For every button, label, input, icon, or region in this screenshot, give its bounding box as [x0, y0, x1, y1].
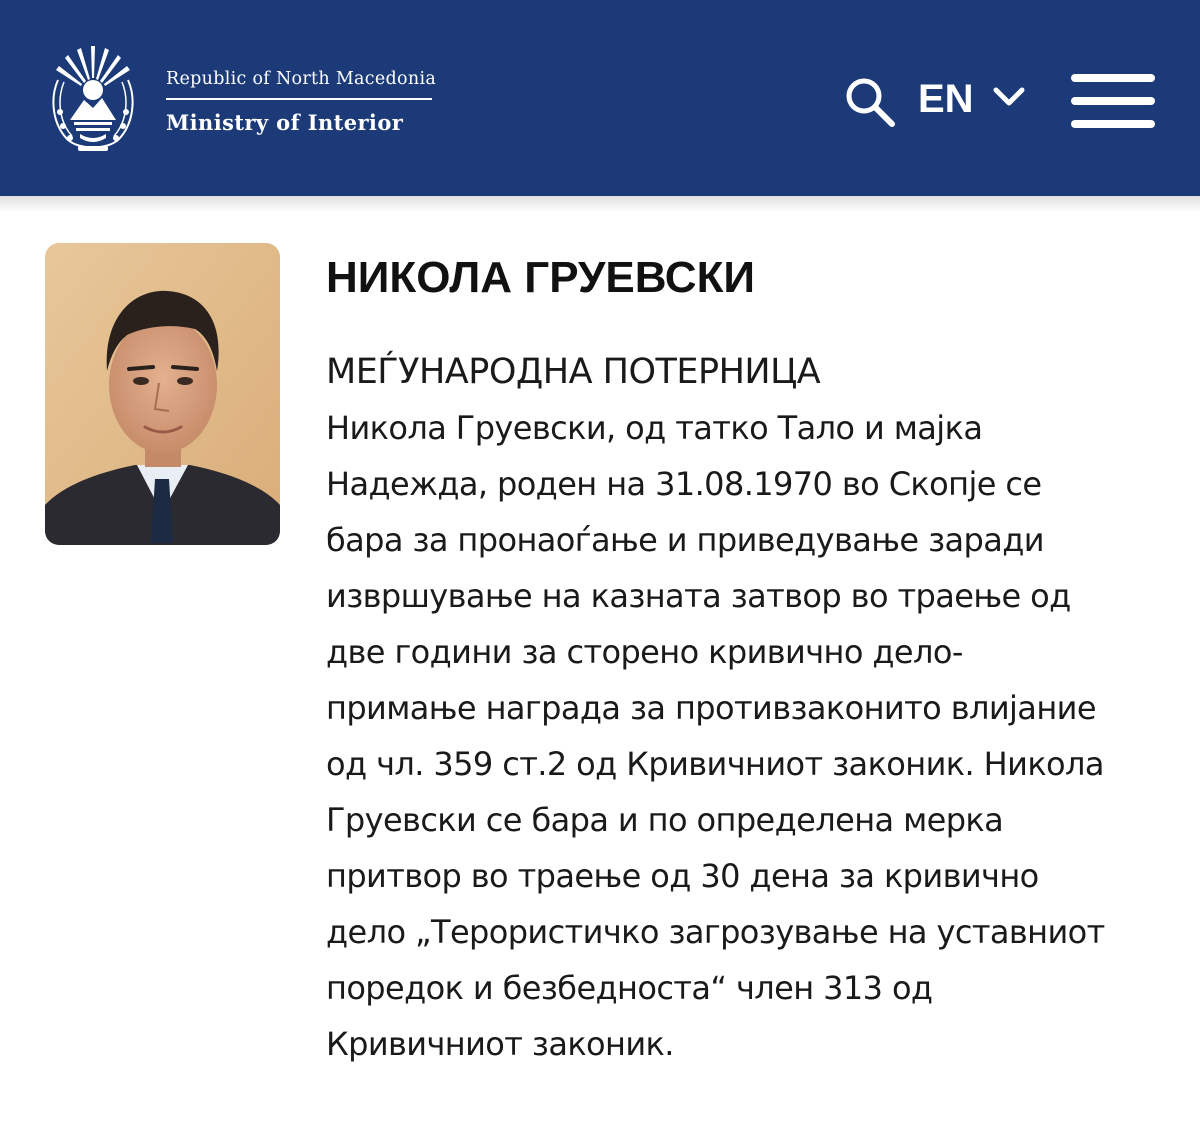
search-icon — [842, 74, 898, 130]
country-name: Republic of North Macedonia — [166, 69, 437, 89]
profile-photo — [45, 243, 280, 545]
menu-bar-middle — [1071, 97, 1155, 105]
notice-description — [326, 400, 1166, 1072]
menu-bar-top — [1071, 74, 1155, 82]
description-line: од чл. 359 ст.2 од Кривичниот законик. Никола — [326, 745, 1104, 783]
description-line: извршување на казната затвор во траење од — [326, 577, 1071, 615]
description-line: Надежда, роден на 31.08.1970 во Скопје се — [326, 465, 1042, 503]
search-button[interactable] — [842, 74, 898, 130]
ministry-name: Ministry of Interior — [166, 110, 404, 135]
chevron-down-icon — [992, 84, 1026, 110]
menu-bar-bottom — [1071, 120, 1155, 128]
description-line: примање награда за противзаконито влијание — [326, 689, 1096, 727]
coat-of-arms-emblem[interactable] — [44, 42, 142, 154]
brand-divider — [166, 98, 432, 100]
description-line: бара за пронаоѓање и приведување заради — [326, 521, 1044, 559]
description-line: Кривичниот законик. — [326, 1025, 674, 1063]
description-line: две години за сторено кривично дело- — [326, 633, 963, 671]
description-line: Груевски се бара и по определена мерка — [326, 801, 1004, 839]
language-label: EN — [918, 77, 974, 121]
description-line: дело „Терористичко загрозување на уставниот — [326, 913, 1105, 951]
description-line: притвор во траење од 30 дена за кривично — [326, 857, 1039, 895]
site-header — [0, 0, 1200, 196]
brand-text[interactable] — [166, 66, 437, 138]
header-shadow — [0, 196, 1200, 212]
person-name: НИКОЛА ГРУЕВСКИ — [326, 253, 756, 302]
notice-type: МЕЃУНАРОДНА ПОТЕРНИЦА — [326, 352, 821, 392]
description-line: Никола Груевски, од татко Тало и мајка — [326, 409, 983, 447]
description-line: поредок и безбедноста“ член 313 од — [326, 969, 933, 1007]
hamburger-menu-button[interactable] — [1068, 70, 1158, 132]
